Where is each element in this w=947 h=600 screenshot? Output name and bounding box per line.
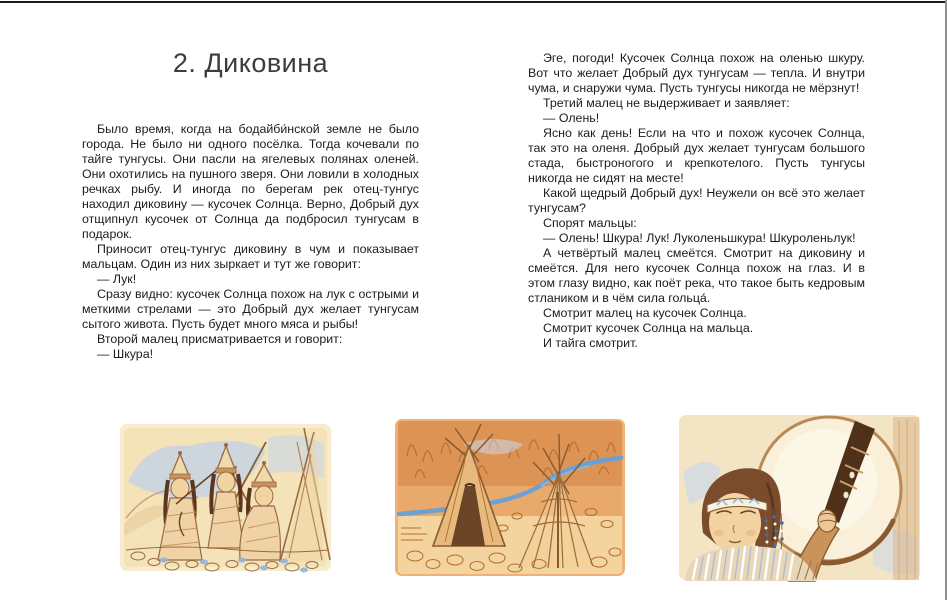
- paragraph: Спорят мальцы:: [543, 216, 637, 230]
- dialogue-line: — Лук!: [97, 272, 137, 286]
- paragraph: Было время, когда на бодайби́нской земле не было города. Не было ни одного посёлка. Тогда кочевали по тайге тунгусы. Они пасли на ягелевых полянах оленей. Они охотились на пушного зверя. Они ловили в холодных речках рыбу. И иногда по берегам рек отец-тунгус находил диковину — кусочек Солнца. Верно, Добрый дух отщипнул кусочек от Солнца да подбросил тунгусам в подарок.: [82, 122, 419, 241]
- paragraph: Какой щедрый Добрый дух! Неужели он всё это желает тунгусам?: [528, 186, 865, 215]
- chapter-title: 2. Диковина: [172, 48, 329, 78]
- window-top-border: [0, 1, 947, 3]
- illustration-shaman-with-drum: [677, 413, 922, 584]
- illustration-tungus-children: [118, 420, 333, 574]
- paragraph: Третий малец не выдерживает и заявляет:: [543, 96, 790, 110]
- paragraph: А четвёртый малец смеётся. Смотрит на диковину и смеётся. Для него кусочек Солнца похож на глаз. И в этом глазу видно, как поёт река, что такое быть кедровым стлаником и в чём сила гольца́.: [528, 246, 865, 305]
- page-left: [82, 48, 419, 362]
- paragraph: Приносит отец-тунгус диковину в чум и показывает мальцам. Один из них зыркает и тут же говорит:: [82, 242, 419, 271]
- paragraph: Смотрит малец на кусочек Солнца.: [543, 306, 747, 320]
- dialogue-line: — Олень!: [543, 111, 600, 125]
- left-page-text: [82, 122, 419, 362]
- dialogue-line: — Шкура!: [97, 347, 154, 361]
- page-right: [528, 51, 865, 351]
- dialogue-line: — Олень! Шкура! Лук! Луколеньшкура! Шкуроленьлук!: [543, 231, 856, 245]
- paragraph: Смотрит кусочек Солнца на мальца.: [543, 321, 754, 335]
- illustration-chum-camp: [393, 416, 627, 579]
- paragraph: Ясно как день! Если на что и похож кусочек Солнца, так это на оленя. Добрый дух желает тунгусам большого стада, быстроногого и крепкотелого. Пусть тунгусы никогда не сидят на месте!: [528, 126, 865, 185]
- paragraph: Эге, погоди! Кусочек Солнца похож на оленью шкуру. Вот что желает Добрый дух тунгусам — тепла. И внутри чума, и снаружи чума. Пусть тунгусы никогда не мёрзнут!: [528, 51, 865, 95]
- right-page-text: [528, 51, 865, 351]
- paragraph: Второй малец присматривается и говорит:: [97, 332, 343, 346]
- paragraph: И тайга смотрит.: [543, 336, 638, 350]
- paragraph: Сразу видно: кусочек Солнца похож на лук с острыми и меткими стрелами — это Добрый дух желает тунгусам сытого живота. Пусть будет много мяса и рыбы!: [82, 287, 419, 331]
